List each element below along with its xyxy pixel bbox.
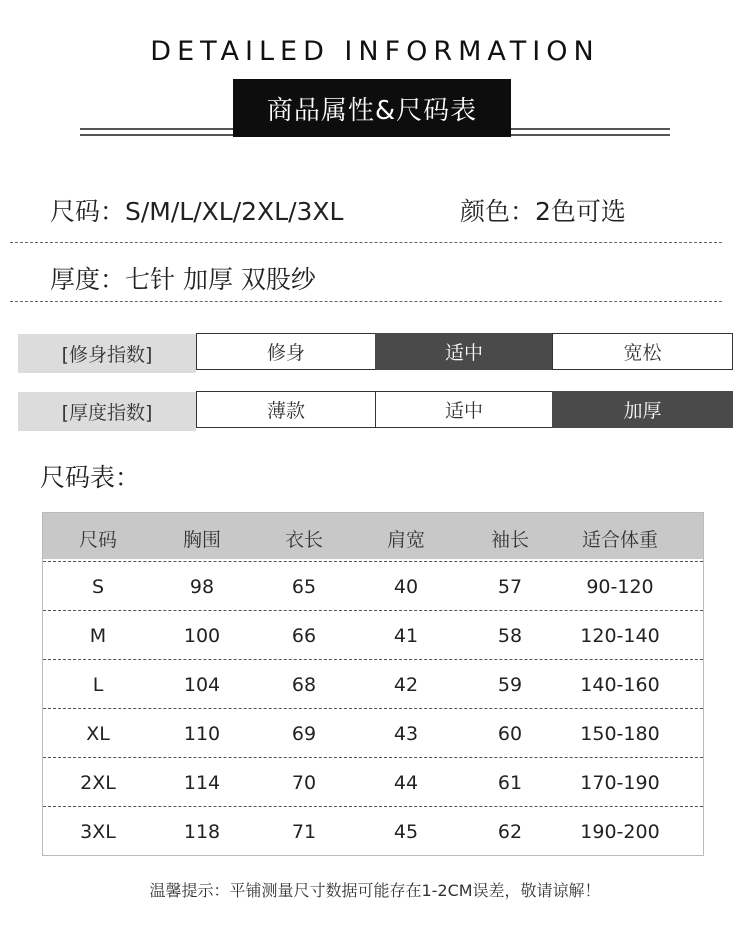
header-cell: 袖长 — [490, 529, 529, 551]
cell-size: M — [89, 625, 107, 647]
cell-length: 69 — [291, 723, 317, 745]
cell-sleeve: 58 — [497, 625, 523, 647]
header-cell: 适合体重 — [581, 529, 658, 551]
cell-length: 66 — [291, 625, 317, 647]
color-info: 颜色：2色可选 — [460, 197, 626, 226]
cell-size: XL — [86, 723, 110, 745]
cell-weight: 120-140 — [580, 625, 660, 647]
cell-chest: 118 — [183, 821, 221, 843]
cell-sleeve: 60 — [497, 723, 523, 745]
cell-chest: 100 — [183, 625, 221, 647]
cell-weight: 140-160 — [580, 674, 660, 696]
table-row — [43, 807, 703, 856]
cell-weight: 190-200 — [580, 821, 660, 843]
header-cell: 尺码 — [78, 529, 117, 551]
thickness-option-medium: 适中 — [375, 391, 553, 428]
cell-chest: 110 — [183, 723, 221, 745]
thickness-index-label: [厚度指数] — [18, 392, 196, 431]
cell-length: 71 — [291, 821, 317, 843]
dashed-divider — [10, 242, 722, 243]
header-cell: 衣长 — [284, 529, 323, 551]
dashed-divider — [10, 301, 722, 302]
cell-shoulder: 41 — [393, 625, 419, 647]
cell-sleeve: 57 — [497, 576, 523, 598]
fit-index-label: [修身指数] — [18, 334, 196, 373]
thickness-option-thin: 薄款 — [196, 391, 376, 428]
fit-option-regular: 适中 — [375, 333, 553, 370]
cell-size: 3XL — [80, 821, 116, 843]
page-title: DETAILED INFORMATION — [150, 36, 600, 67]
cell-chest: 98 — [189, 576, 215, 598]
table-header — [43, 513, 703, 559]
fit-option-loose: 宽松 — [552, 333, 733, 370]
section-banner: 商品属性&尺码表 — [233, 79, 511, 137]
thickness-info: 厚度：七针 加厚 双股纱 — [50, 265, 316, 294]
cell-chest: 114 — [183, 772, 221, 794]
divider-left-upper — [80, 128, 235, 130]
cell-weight: 170-190 — [580, 772, 660, 794]
table-row — [43, 660, 703, 709]
cell-size: S — [91, 576, 105, 598]
cell-length: 68 — [291, 674, 317, 696]
cell-length: 65 — [291, 576, 317, 598]
cell-weight: 90-120 — [586, 576, 654, 598]
cell-shoulder: 43 — [393, 723, 419, 745]
thickness-option-thick: 加厚 — [552, 391, 733, 428]
table-row — [43, 758, 703, 807]
cell-length: 70 — [291, 772, 317, 794]
size-chart-heading: 尺码表： — [40, 463, 141, 492]
fit-option-slim: 修身 — [196, 333, 376, 370]
cell-size: 2XL — [80, 772, 116, 794]
cell-weight: 150-180 — [580, 723, 660, 745]
table-row — [43, 562, 703, 611]
table-row — [43, 611, 703, 660]
cell-shoulder: 42 — [393, 674, 419, 696]
cell-sleeve: 62 — [497, 821, 523, 843]
size-info: 尺码：S/M/L/XL/2XL/3XL — [50, 197, 344, 226]
cell-sleeve: 59 — [497, 674, 523, 696]
cell-sleeve: 61 — [497, 772, 523, 794]
size-table — [42, 512, 704, 856]
table-row — [43, 709, 703, 758]
divider-right-upper — [510, 128, 670, 130]
divider-left-lower — [80, 134, 235, 136]
cell-chest: 104 — [183, 674, 221, 696]
cell-shoulder: 45 — [393, 821, 419, 843]
header-cell: 胸围 — [182, 529, 221, 551]
divider-right-lower — [510, 134, 670, 136]
cell-shoulder: 40 — [393, 576, 419, 598]
header-cell: 肩宽 — [386, 529, 425, 551]
cell-shoulder: 44 — [393, 772, 419, 794]
measurement-note: 温馨提示：平铺测量尺寸数据可能存在1-2CM误差，敬请谅解！ — [149, 881, 601, 900]
cell-size: L — [92, 674, 104, 696]
